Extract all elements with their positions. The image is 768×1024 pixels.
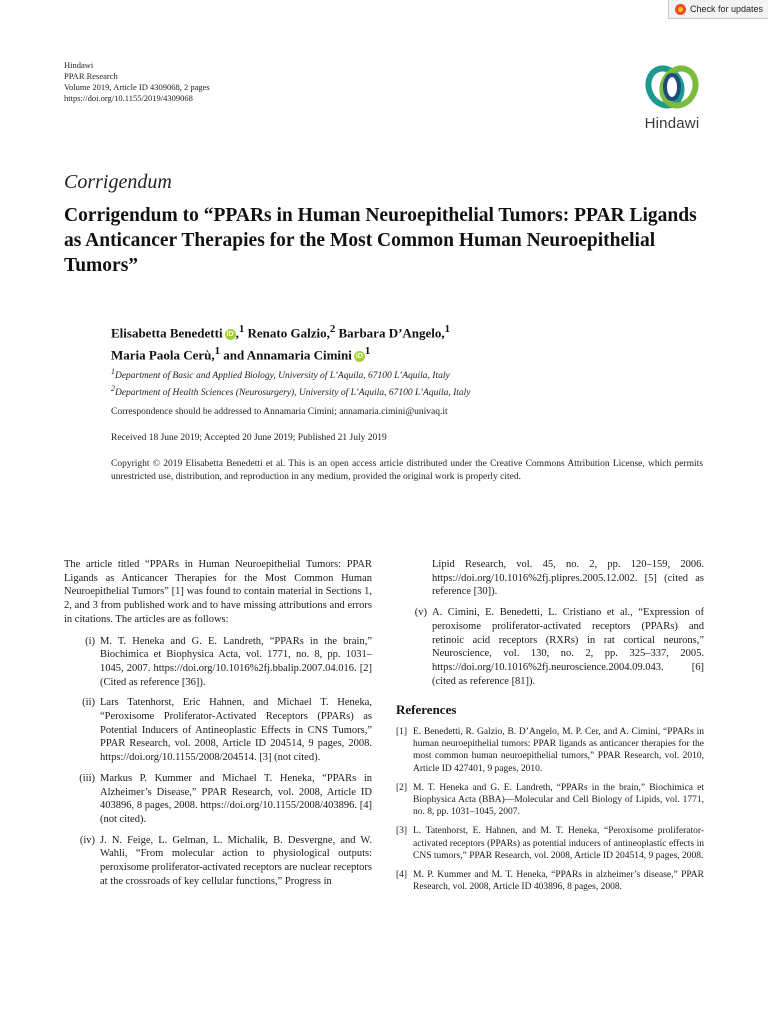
reference-number: [3] <box>396 826 408 837</box>
reference-text: L. Tatenhorst, E. Hahnen, and M. T. Heneka, “Peroxisome proliferator-activated receptors (PPARs) as potential inducers of antineoplastic effects in CNS tumors,” PPAR Research, vol. 2008, Article ID 204514, 9 pages, 2008. <box>413 826 704 861</box>
body-intro: The article titled “PPARs in Human Neuroepithelial Tumors: PPAR Ligands as Anticancer Therapies for the Most Common Human Neuroepithelial Tumors” [1] was found to contain material in Sections 1, 2, and 3 from published work and to have missing attributions and errors in citations. The articles are as follows: <box>64 559 372 625</box>
reference-text: M. P. Kummer and M. T. Heneka, “PPARs in alzheimer’s disease,” PPAR Research, vol. 2008, Article ID 403896, 8 pages, 2008. <box>413 870 704 893</box>
affil-sup: 1 <box>111 367 115 376</box>
author-list: Elisabetta Benedetti iD ,$^1$ Renato Galzio,$^2$ Barbara D’Angelo,$^1$ Maria Paola Cerù,$^1$ and Annamaria Cimini iD $^1$ <box>111 323 451 363</box>
doi-link[interactable]: https://doi.org/10.1155/2019/4309068 <box>64 93 193 103</box>
article-title: Corrigendum to “PPARs in Human Neuroepithelial Tumors: PPAR Ligands as Anticancer Therapies for the Most Common Human Neuroepithelial Tumors” <box>64 205 697 276</box>
reference-number: [2] <box>396 782 408 793</box>
reference-text: E. Benedetti, R. Galzio, B. D’Angelo, M. P. Cer, and A. Cimini, “PPARs in human neuroepithelial tumors: PPAR ligands as anticancer therapies for the most common human neuroepithelial tumors,” PPAR Research, vol. 2010, Article ID 427401, 9 pages, 2010. <box>413 727 704 774</box>
article-dates: Received 18 June 2019; Accepted 20 June 2019; Published 21 July 2019 <box>111 433 387 443</box>
publisher-name: Hindawi <box>64 60 94 70</box>
orcid-icon[interactable]: iD <box>355 353 363 361</box>
list-item-number: (iii) <box>79 772 95 784</box>
list-item-text: M. T. Heneka and G. E. Landreth, “PPARs in the brain,” Biochimica et Biophysica Acta, vol. 1771, no. 8, pp. 1031–1045, 2007. https://doi.org/10.1016%2fj.bbalip.2007.04.016. [2] (Cited as reference [36]). <box>100 635 372 688</box>
logo-wordmark: Hindawi <box>644 115 700 132</box>
author-name: Maria Paola Cerù, <box>111 347 215 363</box>
reference-text: M. T. Heneka and G. E. Landreth, “PPARs in the brain,” Biochimica et Biophysica Acta (BBA)—Molecular and Cell Biology of Lipids, vol. 1771, no. 8, pp. 1031–1045, 2007. <box>413 782 704 818</box>
author-affil-sup: 1 <box>444 323 451 335</box>
list-item-number: (i) <box>85 635 95 647</box>
references-heading: References <box>396 702 457 718</box>
list-item-number: (v) <box>414 607 427 619</box>
list-item <box>64 834 372 889</box>
reference-item <box>396 782 704 819</box>
reference-number: [1] <box>396 727 408 738</box>
list-item-text: Markus P. Kummer and Michael T. Heneka, “PPARs in Alzheimer’s Disease,” PPAR Research, vol. 2008, Article ID 403896, 8 pages, 2008. https://doi.org/10.1155/2008/403896. [4] (not cited). <box>100 772 372 825</box>
correspondence: Correspondence should be addressed to Annamaria Cimini; annamaria.cimini@univaq.it <box>111 407 448 417</box>
orcid-icon[interactable]: iD <box>226 330 234 338</box>
reference-item <box>396 726 704 775</box>
author-affil-sup: 2 <box>329 323 336 335</box>
hindawi-logo-icon <box>641 62 703 112</box>
volume-line: Volume 2019, Article ID 4309068, 2 pages <box>64 82 210 92</box>
author-name: and Annamaria Cimini <box>223 347 352 363</box>
author-name: Renato Galzio, <box>247 325 330 341</box>
journal-name: PPAR Research <box>64 71 118 81</box>
check-for-updates-button[interactable] <box>668 0 768 19</box>
list-item-number: (ii) <box>82 697 95 709</box>
list-item-text: A. Cimini, E. Benedetti, L. Cristiano et al., “Expression of peroxisome proliferator-activated receptors (PPARs) and retinoic acid receptors (RXRs) in rat cortical neurons,” Neuroscience, vol. 130, no. 2, pp. 325–337, 2005. https://doi.org/10.1016%2fj.neuroscience.2004.09.043. [6] (cited as reference [81]). <box>432 607 704 687</box>
affil-sup: 2 <box>111 383 115 393</box>
journal-meta <box>64 60 210 104</box>
check-for-updates-label: Check for updates <box>690 4 764 14</box>
affiliation-text: Department of Health Sciences (Neurosurgery), University of L’Aquila, 67100 L’Aquila, Italy <box>114 387 471 398</box>
hindawi-logo <box>637 62 707 132</box>
author-name: Barbara D’Angelo, <box>338 325 445 341</box>
list-item-number: (iv) <box>79 834 95 846</box>
list-item <box>64 696 372 765</box>
author-affil-sup: 1 <box>364 345 371 358</box>
list-item <box>64 772 372 827</box>
affiliation-2 <box>111 383 671 400</box>
affiliation-1 <box>111 366 671 383</box>
affiliations <box>111 366 671 399</box>
reference-item <box>396 869 704 893</box>
list-item <box>396 606 704 688</box>
body-column-right <box>396 558 704 900</box>
crossmark-icon <box>675 4 686 15</box>
author-name: Elisabetta Benedetti <box>111 325 223 341</box>
reference-number: [4] <box>396 870 408 881</box>
author-affil-sup: 1 <box>214 345 221 358</box>
body-column-left <box>64 558 372 895</box>
reference-item <box>396 825 704 862</box>
affiliation-text: Department of Basic and Applied Biology, University of L’Aquila, 67100 L’Aquila, Italy <box>114 371 450 382</box>
article-type: Corrigendum <box>64 171 172 193</box>
author-affil-sup: 1 <box>238 323 245 335</box>
list-item-continuation: Lipid Research, vol. 45, no. 2, pp. 120–159, 2006. https://doi.org/10.1016%2fj.plipres.2005.12.002. [5] (cited as reference [30]). <box>432 559 704 598</box>
list-item-text: J. N. Feige, L. Gelman, L. Michalik, B. Desvergne, and W. Wahli, “From molecular action to physiological outputs: peroxisome proliferator-activated receptors are nuclear receptors at the crossroads of key cellular functions,” Progress in <box>100 834 372 887</box>
list-item <box>64 635 372 690</box>
copyright-notice: Copyright © 2019 Elisabetta Benedetti et al. This is an open access article distributed under the Creative Commons Attribution License, which permits unrestricted use, distribution, and reproduction in any medium, provided the original work is properly cited. <box>111 459 703 482</box>
list-item-text: Lars Tatenhorst, Eric Hahnen, and Michael T. Heneka, “Peroxisome Proliferator-Activated Receptors (PPARs) as Potential Inducers of Antineoplastic Effects in CNS Tumors,” PPAR Research, vol. 2008, Article ID 204514, 9 pages, 2008. https://doi.org/10.1155/2008/204514. [3] (not cited). <box>100 697 372 764</box>
